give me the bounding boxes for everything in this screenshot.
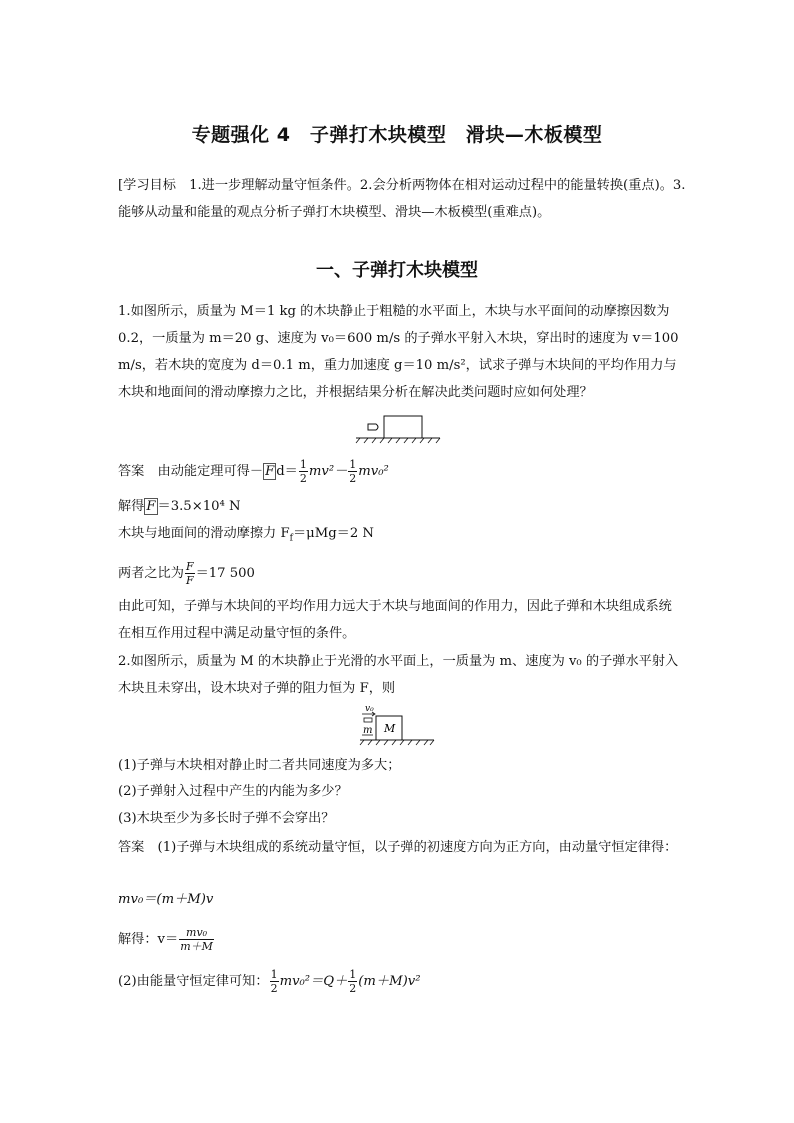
velocity-numerator: mv₀ <box>179 926 214 940</box>
fraction-half-4 <box>348 968 357 995</box>
fraction-denominator: 2 <box>349 982 357 995</box>
solve-prefix: 解得 <box>118 499 145 514</box>
friction-value: ＝μMg＝2 N <box>292 526 374 541</box>
ratio-numerator: F <box>185 560 194 573</box>
answer-1-conclusion: 由此可知，子弹与木块间的平均作用力远大于木块与地面间的作用力，因此子弹和木块组成系统在相互作用过程中满足动量守恒的条件。 <box>118 599 672 641</box>
solve-prefix: 解得：v＝ <box>118 932 179 947</box>
ground-hatch <box>360 740 434 745</box>
momentum-equation: mv₀＝(m＋M)v <box>118 892 214 907</box>
answer-2-intro: 答案 (1)子弹与木块组成的系统动量守恒，以子弹的初速度方向为正方向，由动量守恒定律得： <box>118 840 678 855</box>
bullet-shape <box>368 424 378 430</box>
kinetic-term-1: mv²－ <box>308 464 348 479</box>
fraction-half-3 <box>270 968 279 995</box>
fraction-denominator: 2 <box>270 982 278 995</box>
friction-text: 木块与地面间的滑动摩擦力 F <box>118 526 290 541</box>
fraction-numerator: 1 <box>299 458 307 471</box>
fraction-denominator: 2 <box>299 472 307 485</box>
answer-1-line-2 <box>118 497 241 517</box>
answer-1-line-4 <box>118 560 255 587</box>
kinetic-term-2: mv₀² <box>358 464 389 479</box>
force-symbol: F <box>265 464 275 479</box>
answer-1-mid: d＝ <box>276 464 298 479</box>
fraction-numerator: 1 <box>270 968 278 981</box>
ratio-value: ＝17 500 <box>195 566 255 581</box>
bullet-shape <box>364 718 372 722</box>
bullet-block-figure-2 <box>354 700 436 748</box>
velocity-denominator: m＋M <box>180 940 213 953</box>
bullet-block-figure-1 <box>352 412 444 444</box>
answer-2-energy <box>118 968 421 995</box>
fraction-half-1 <box>299 458 308 485</box>
ratio-denominator: F <box>185 574 194 587</box>
answer-1-prefix: 答案 由动能定理可得－ <box>118 464 264 479</box>
sub-question-2: (2)子弹射入过程中产生的内能为多少？ <box>118 784 348 799</box>
answer-1-line-3 <box>118 524 374 549</box>
ratio-fraction <box>185 560 195 587</box>
answer-1-line-1 <box>118 458 389 485</box>
sub-question-3: (3)木块至少为多长时子弹不会穿出？ <box>118 811 335 826</box>
question-2: 2.如图所示，质量为 M 的木块静止于光滑的水平面上，一质量为 m、速度为 v₀ 的子弹水平射入木块且未穿出，设木块对子弹的阻力恒为 F，则 <box>118 654 679 696</box>
force-symbol: F <box>146 499 156 514</box>
figure-M-label: M <box>384 722 396 735</box>
velocity-fraction <box>179 926 214 953</box>
ground-hatch <box>356 438 440 443</box>
figure-v0-label: v₀ <box>365 704 374 714</box>
friction-subscript: f <box>289 533 293 544</box>
question-1: 1.如图所示，质量为 M＝1 kg 的木块静止于粗糙的水平面上，木块与水平面间的动摩擦因数为 0.2，一质量为 m＝20 g、速度为 v₀＝600 m/s 的子弹水平射入木块，穿出时的速度为 v＝100 m/s，若木块的宽度为 d＝0.1 m，重力加速度 g＝10 m/s²，试求子弹与木块间的平均作用力与木块和地面间的滑动摩擦力之比，并根据结果分析在解决此类问题时应如何处理？ <box>118 304 679 400</box>
fraction-numerator: 1 <box>349 458 357 471</box>
figure-m-label: m <box>363 725 373 736</box>
section-heading: 一、子弹打木块模型 <box>316 260 478 281</box>
fraction-denominator: 2 <box>349 472 357 485</box>
fraction-numerator: 1 <box>349 968 357 981</box>
energy-right-term: (m＋M)v² <box>358 974 421 989</box>
energy-left-term: mv₀²＝Q＋ <box>279 974 348 989</box>
learning-goals: [学习目标 1.进一步理解动量守恒条件。2.会分析两物体在相对运动过程中的能量转换(重点)。3.能够从动量和能量的观点分析子弹打木块模型、滑块—木板模型(重难点)。 <box>118 178 686 220</box>
ratio-prefix: 两者之比为 <box>118 566 184 581</box>
fraction-half-2 <box>348 458 357 485</box>
block-shape <box>384 416 422 438</box>
sub-question-1: (1)子弹与木块相对静止时二者共同速度为多大； <box>118 758 401 773</box>
answer-2-solve <box>118 926 215 953</box>
energy-prefix: (2)由能量守恒定律可知： <box>118 974 269 989</box>
force-value: ＝3.5×10⁴ N <box>157 499 241 514</box>
page-title: 专题强化 4 子弹打木块模型 滑块—木板模型 <box>191 124 603 146</box>
